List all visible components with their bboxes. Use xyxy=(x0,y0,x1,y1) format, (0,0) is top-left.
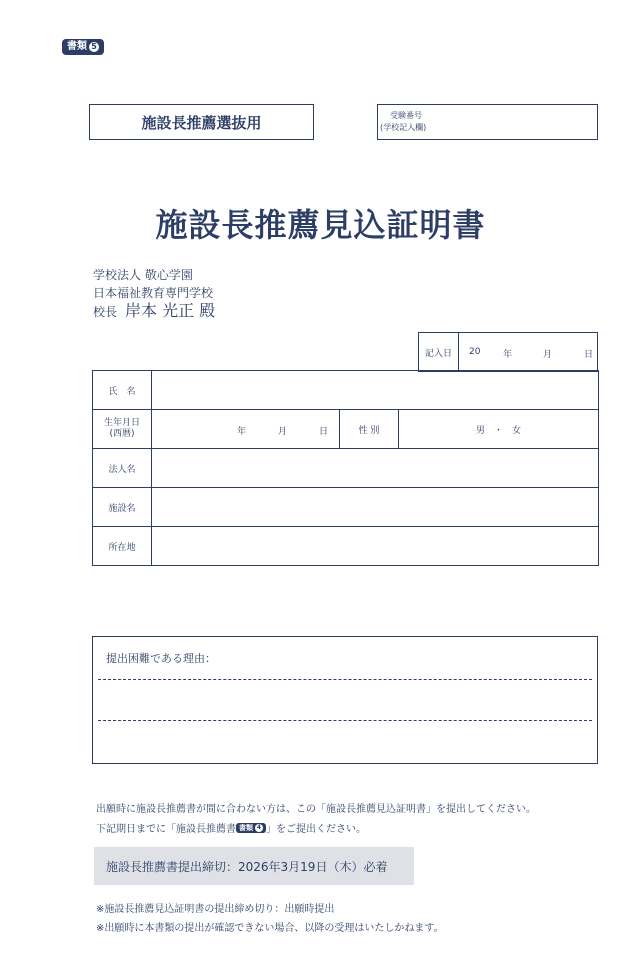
inline-badge-label: 書類 xyxy=(239,823,253,832)
note-line-1: ※施設長推薦見込証明書の提出締め切り：出願時提出 xyxy=(96,904,335,915)
instruction-line-2 xyxy=(96,820,366,835)
document-badge xyxy=(62,39,104,55)
selection-type-box xyxy=(89,104,314,140)
corp-label: 法人名 xyxy=(93,449,152,488)
badge-label: 書類 xyxy=(67,41,87,52)
dob-label: 生年月日 xyxy=(103,418,140,428)
entry-date-box xyxy=(418,332,598,372)
entry-date-year-prefix: 20 xyxy=(469,347,481,357)
entry-date-month: 月 xyxy=(543,350,553,360)
table-row xyxy=(93,488,599,527)
deadline-box xyxy=(94,847,414,885)
dob-field[interactable] xyxy=(152,410,340,449)
applicant-form-table xyxy=(92,370,599,566)
principal-name: 岸本 光正 殿 xyxy=(125,301,216,320)
reason-box[interactable] xyxy=(92,636,598,764)
table-row xyxy=(93,449,599,488)
name-label: 氏 名 xyxy=(93,371,152,410)
instruction-line-2-pre: 下記期日までに「施設長推薦書 xyxy=(96,824,236,835)
entry-date-year: 年 xyxy=(503,350,513,360)
addressee-corp: 学校法人 敬心学園 xyxy=(93,268,193,282)
exam-number-label: 受験番号 xyxy=(390,111,422,120)
gender-label: 性 別 xyxy=(340,410,399,449)
principal-prefix: 校長 xyxy=(93,305,118,319)
reason-line xyxy=(98,720,592,721)
dob-year: 年 xyxy=(237,427,247,437)
entry-date-day: 日 xyxy=(584,350,594,360)
deadline-text: 施設長推薦書提出締切：2026年3月19日（木）必着 xyxy=(106,859,388,874)
facility-label: 施設名 xyxy=(93,488,152,527)
exam-number-note: (学校記入欄) xyxy=(380,123,427,132)
dob-month: 月 xyxy=(278,427,288,437)
name-field[interactable] xyxy=(152,371,599,410)
addressee-block xyxy=(93,266,215,321)
dob-label-note: (西暦) xyxy=(109,429,135,439)
exam-number-box xyxy=(377,104,598,140)
table-row xyxy=(93,410,599,449)
table-row xyxy=(93,527,599,566)
inline-document-badge xyxy=(236,823,266,833)
address-label: 所在地 xyxy=(93,527,152,566)
note-line-2: ※出願時に本書類の提出が確認できない場合、以降の受理はいたしかねます。 xyxy=(96,923,444,934)
dob-label-cell xyxy=(93,410,152,449)
facility-field[interactable] xyxy=(152,488,599,527)
inline-badge-number: 4 xyxy=(256,823,262,831)
selection-type-label: 施設長推薦選抜用 xyxy=(141,113,262,132)
reason-label: 提出困難である理由： xyxy=(106,652,216,665)
dob-day: 日 xyxy=(319,427,329,437)
instruction-line-2-post: 」をご提出ください。 xyxy=(266,824,366,835)
table-row xyxy=(93,371,599,410)
gender-field[interactable]: 男 ・ 女 xyxy=(399,410,599,449)
address-field[interactable] xyxy=(152,527,599,566)
entry-date-label: 記入日 xyxy=(419,333,459,371)
corp-field[interactable] xyxy=(152,449,599,488)
reason-line xyxy=(98,679,592,680)
page-title: 施設長推薦見込証明書 xyxy=(155,206,486,244)
badge-number: 5 xyxy=(89,42,99,52)
instruction-line-1: 出願時に施設長推薦書が間に合わない方は、この「施設長推薦見込証明書」を提出してください。 xyxy=(96,804,536,815)
addressee-school: 日本福祉教育専門学校 xyxy=(93,286,214,300)
